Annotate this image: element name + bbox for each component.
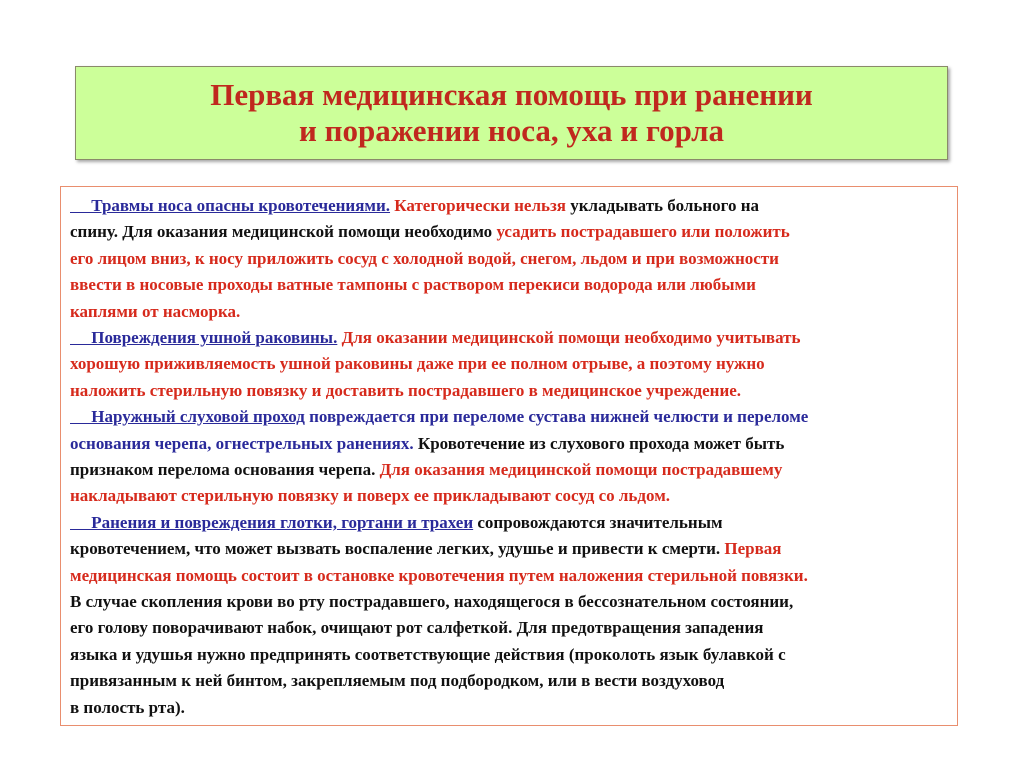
- text-line: [70, 460, 782, 480]
- instruction-text: Для оказания медицинской помощи пострадавшему: [379, 460, 783, 479]
- instruction-text: Первая: [724, 539, 782, 559]
- text-line: [70, 539, 782, 559]
- text-segment: Кровотечение из слухового прохода может быть: [413, 433, 785, 453]
- instruction-text: каплями от насморка.: [70, 301, 241, 321]
- instruction-text: медицинская помощь состоит в остановке кровотечения путем наложения стерильной повязки.: [70, 565, 808, 585]
- text-line: [70, 486, 670, 506]
- text-line: [70, 513, 723, 533]
- text-segment: повреждается при переломе сустава нижней челюсти и переломе: [304, 407, 809, 427]
- text-segment: привязанным к ней бинтом, закрепляемым под подбородком, или в вести воздуховод: [70, 671, 725, 691]
- text-line: [70, 222, 790, 242]
- section-heading: Повреждения ушной раковины.: [70, 328, 338, 347]
- title-banner: [75, 66, 948, 160]
- instruction-text: накладывают стерильную повязку и поверх ее прикладывают сосуд со льдом.: [70, 486, 671, 506]
- text-line: [70, 698, 185, 718]
- text-line: [70, 302, 240, 322]
- text-segment: его голову поворачивают набок, очищают рот салфеткой. Для предотвращения западения: [70, 618, 764, 638]
- text-line: [70, 671, 724, 691]
- instruction-text: его лицом вниз, к носу приложить сосуд с холодной водой, снегом, льдом и при возможности: [70, 248, 779, 268]
- text-segment: в полость рта).: [70, 697, 185, 717]
- instruction-text: усадить пострадавшего или положить: [496, 222, 790, 242]
- text-line: [70, 249, 779, 269]
- instruction-text: Для оказании медицинской помощи необходимо учитывать: [337, 328, 801, 347]
- text-line: [70, 196, 759, 216]
- text-segment: основания черепа, огнестрельных ранениях.: [70, 433, 414, 453]
- text-segment: языка и удушья нужно предпринять соответствующие действия (проколоть язык булавкой с: [70, 644, 786, 664]
- instruction-text: Категорически нельзя: [390, 196, 567, 215]
- text-line: [70, 275, 756, 295]
- text-segment: В случае скопления крови во рту пострадавшего, находящегося в бессознательном состоянии,: [70, 592, 794, 611]
- text-line: [70, 434, 784, 454]
- instruction-text: хорошую приживляемость ушной раковины даже при ее полном отрыве, а поэтому нужно: [70, 354, 765, 374]
- text-line: [70, 592, 793, 612]
- text-line: [70, 407, 808, 427]
- page-title-line-1: Первая медицинская помощь при ранении: [210, 77, 813, 112]
- text-line: [70, 381, 741, 401]
- section-heading: Ранения и повреждения глотки, гортани и трахеи: [70, 512, 474, 532]
- text-segment: сопровождаются значительным: [473, 512, 723, 532]
- section-heading: Травмы носа опасны кровотечениями.: [70, 196, 391, 215]
- text-line: [70, 566, 808, 586]
- content-panel: [60, 186, 958, 726]
- section-heading: Наружный слуховой проход: [70, 407, 305, 427]
- text-line: [70, 354, 765, 374]
- text-line: [70, 328, 800, 348]
- text-segment: кровотечением, что может вызвать воспаление легких, удушье и привести к смерти.: [70, 539, 725, 559]
- text-line: [70, 645, 786, 665]
- text-segment: признаком перелома основания черепа.: [70, 460, 380, 479]
- text-segment: укладывать больного на: [566, 196, 760, 215]
- instruction-text: ввести в носовые проходы ватные тампоны с раствором перекиси водорода или любыми: [70, 275, 756, 295]
- text-segment: спину. Для оказания медицинской помощи необходимо: [70, 222, 497, 242]
- page-title-line-2: и поражении носа, уха и горла: [299, 113, 724, 148]
- instruction-text: наложить стерильную повязку и доставить пострадавшего в медицинское учреждение.: [70, 380, 742, 400]
- text-line: [70, 618, 763, 638]
